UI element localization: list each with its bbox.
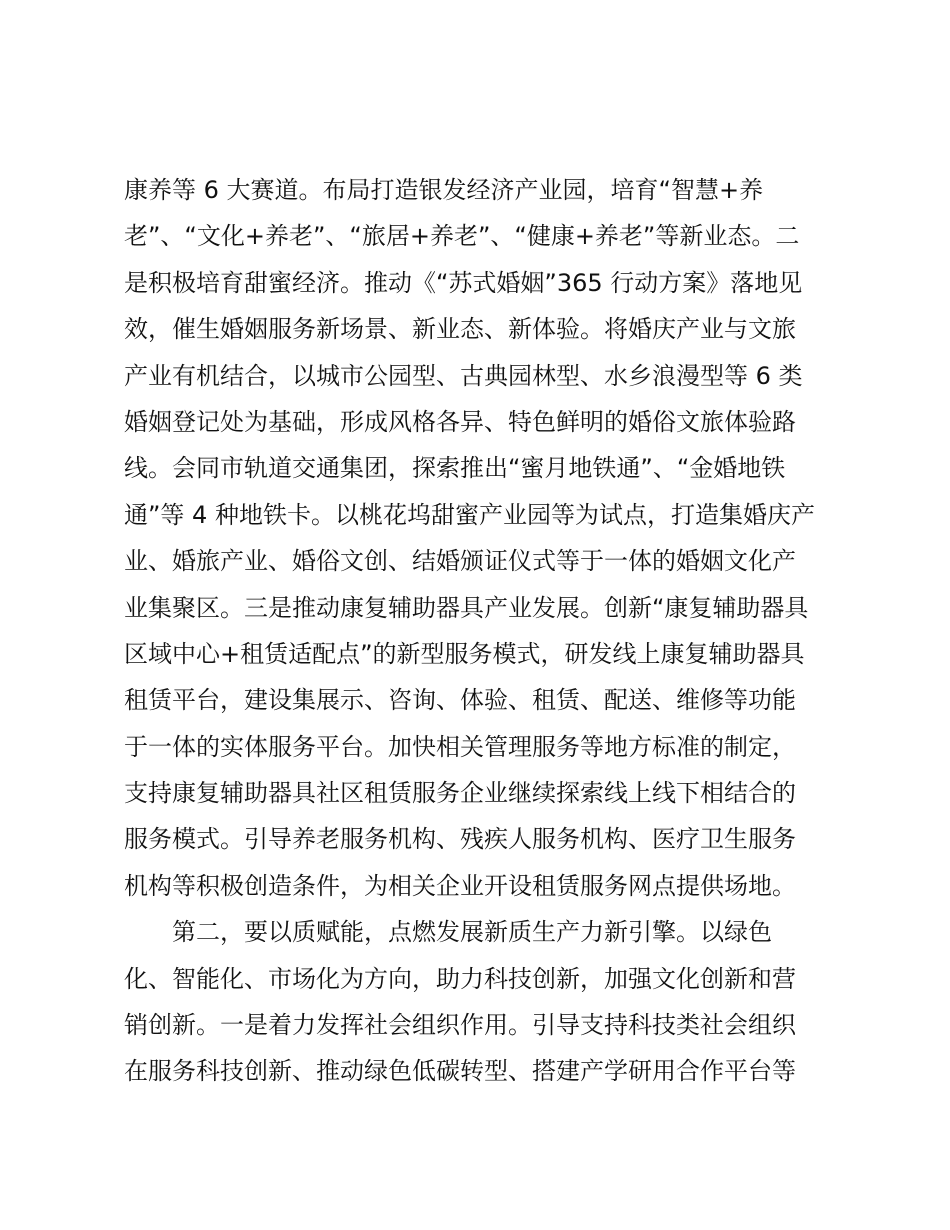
text-line: 化、智能化、市场化为方向，助力科技创新，加强文化创新和营 xyxy=(124,964,796,993)
text-line: 是积极培育甜蜜经济。推动《“苏式婚姻”365 行动方案》落地见 xyxy=(124,268,803,297)
text-line: 租赁平台，建设集展示、咨询、体验、租赁、配送、维修等功能 xyxy=(124,686,796,715)
text-line: 支持康复辅助器具社区租赁服务企业继续探索线上线下相结合的 xyxy=(124,779,796,808)
text-line: 区域中心+租赁适配点”的新型服务模式，研发线上康复辅助器具 xyxy=(124,639,805,668)
body-text xyxy=(124,167,844,1095)
text-line: 销创新。一是着力发挥社会组织作用。引导支持科技类社会组织 xyxy=(124,1011,796,1040)
text-line: 通”等 4 种地铁卡。以桃花坞甜蜜产业园等为试点，打造集婚庆产 xyxy=(124,500,815,529)
text-line: 于一体的实体服务平台。加快相关管理服务等地方标准的制定， xyxy=(124,732,796,761)
text-line: 业集聚区。三是推动康复辅助器具产业发展。创新“康复辅助器具 xyxy=(124,593,809,622)
text-line: 婚姻登记处为基础，形成风格各异、特色鲜明的婚俗文旅体验路 xyxy=(124,407,796,436)
paragraph-start-line: 第二，要以质赋能，点燃发展新质生产力新引擎。以绿色 xyxy=(124,918,772,947)
text-line: 康养等 6 大赛道。布局打造银发经济产业园，培育“智慧+养 xyxy=(124,176,764,204)
text-line: 效，催生婚姻服务新场景、新业态、新体验。将婚庆产业与文旅 xyxy=(124,315,796,344)
text-line: 服务模式。引导养老服务机构、残疾人服务机构、医疗卫生服务 xyxy=(124,825,796,854)
text-line: 老”、“文化+养老”、“旅居+养老”、“健康+养老”等新业态。二 xyxy=(124,222,800,251)
text-line: 在服务科技创新、推动绿色低碳转型、搭建产学研用合作平台等 xyxy=(124,1057,796,1086)
text-line: 线。会同市轨道交通集团，探索推出“蜜月地铁通”、“金婚地铁 xyxy=(124,454,786,483)
text-line: 业、婚旅产业、婚俗文创、结婚颁证仪式等于一体的婚姻文化产 xyxy=(124,547,796,576)
text-line: 产业有机结合，以城市公园型、古典园林型、水乡浪漫型等 6 类 xyxy=(124,361,803,390)
text-line: 机构等积极创造条件，为相关企业开设租赁服务网点提供场地。 xyxy=(124,871,796,900)
